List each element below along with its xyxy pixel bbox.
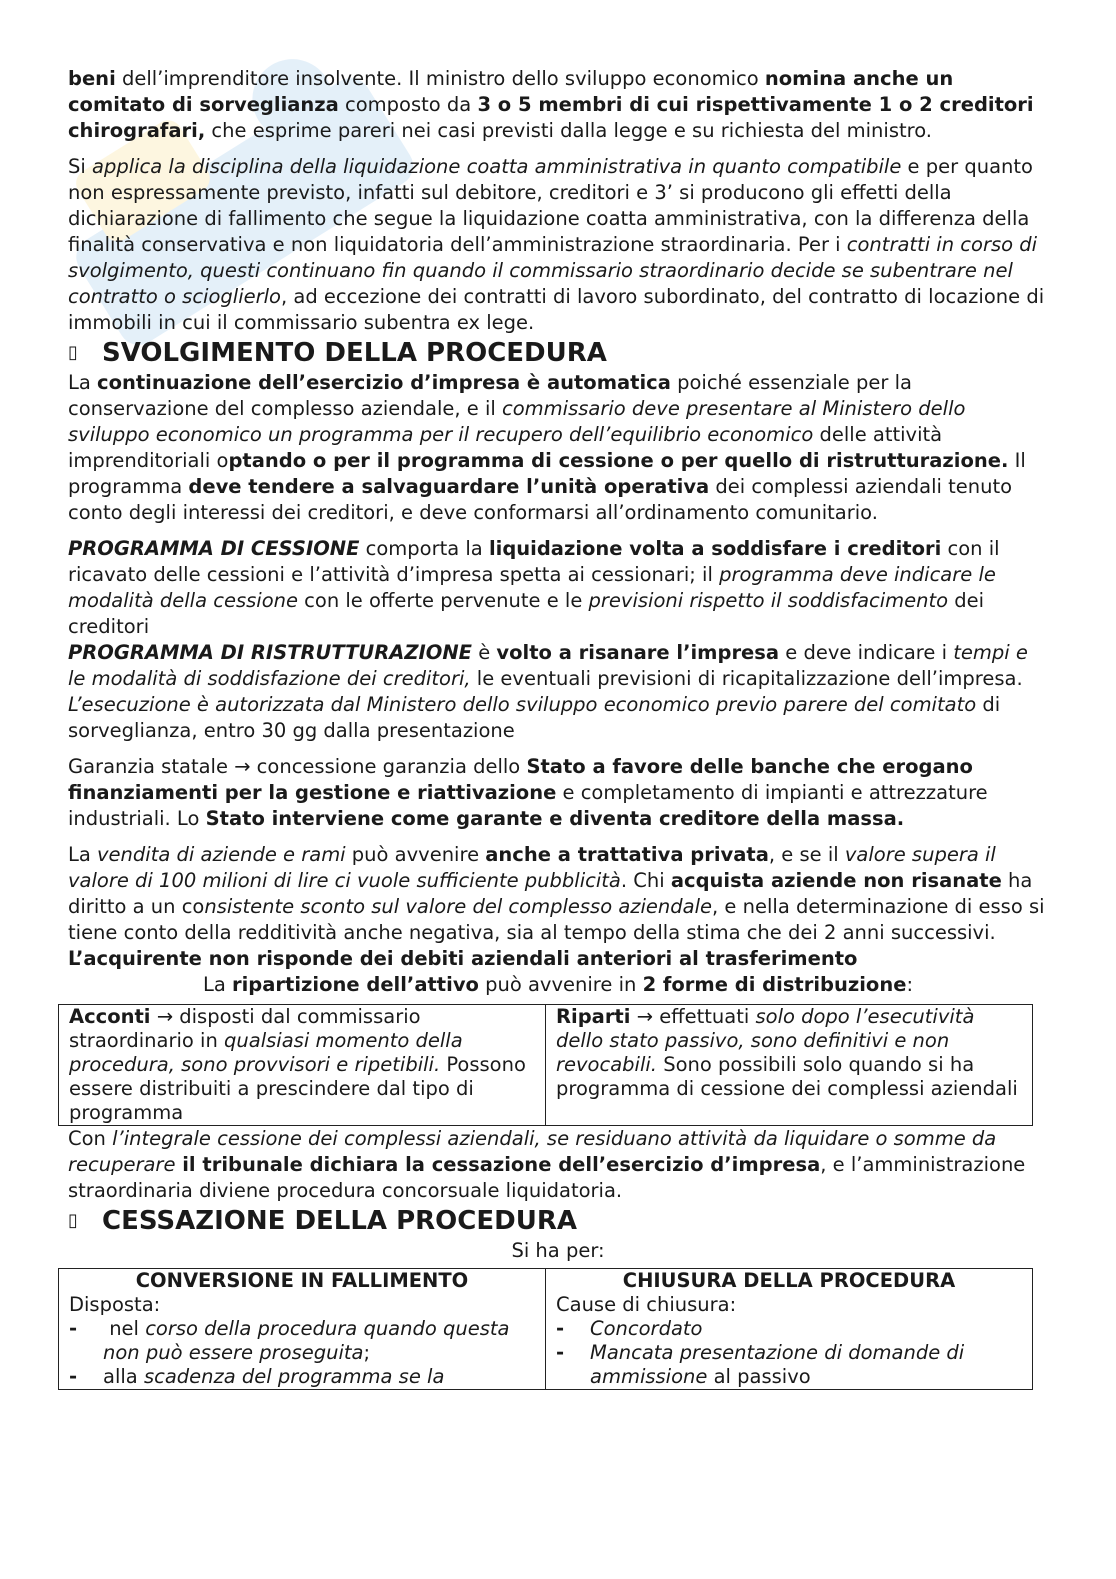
section-heading-cessazione: ▯ CESSAZIONE DELLA PROCEDURA xyxy=(68,1206,577,1236)
paragraph-garanzia-statale: Garanzia statale → concessione garanzia dello Stato a favore delle banche che erogano finanziamenti per la gestione e riattivazione e completamento di impianti e attrezzature industriali. Lo Stato interviene come garante e diventa creditore della massa. xyxy=(68,755,988,830)
document-content xyxy=(68,66,1048,1390)
cell-acconti: Acconti → disposti dal commissario straordinario in qualsiasi momento della procedura, sono provvisori e ripetibili. Possono essere distribuiti a prescindere dal tipo di programma xyxy=(59,1005,546,1126)
cessation-table xyxy=(58,1268,1033,1390)
paragraph-programma-cessione: PROGRAMMA DI CESSIONE comporta la liquidazione volta a soddisfare i creditori con il ricavato delle cessioni e l’attività d’impresa spetta ai cessionari; il programma deve indicare le modalità della cessione con le offerte pervenute e le previsioni rispetto il soddisfacimento dei creditori xyxy=(68,537,1000,638)
cell-conversione-fallimento: CONVERSIONE IN FALLIMENTO Disposta: - nel corso della procedura quando questa non può essere proseguita; - alla scadenza del programma se la xyxy=(59,1269,546,1390)
cell-chiusura-procedura: CHIUSURA DELLA PROCEDURA Cause di chiusura: - Concordato - Mancata presentazione di domande di ammissione al passivo xyxy=(546,1269,1033,1390)
paragraph-programma-ristrutturazione: PROGRAMMA DI RISTRUTTURAZIONE è volto a risanare l’impresa e deve indicare i tempi e le modalità di soddisfazione dei creditori, le eventuali previsioni di ricapitalizzazione dell’impresa. L’esecuzione è autorizzata dal Ministero dello sviluppo economico previo parere del comitato di sorveglianza, entro 30 gg dalla presentazione xyxy=(68,641,1028,742)
list-item: - nel corso della procedura quando questa non può essere proseguita; xyxy=(69,1317,510,1364)
paragraph-continuazione: La continuazione dell’esercizio d’impresa è automatica poiché essenziale per la conservazione del complesso aziendale, e il commissario deve presentare al Ministero dello sviluppo economico un programma per il recupero dell’equilibrio economico delle attività imprenditoriali optando o per il programma di cessione o per quello di ristrutturazione. Il programma deve tendere a salvaguardare l’unità operativa dei complessi aziendali tenuto conto degli interessi dei creditori, e deve conformarsi all’ordinamento comunitario. xyxy=(68,371,1026,524)
cell-riparti: Riparti → effettuati solo dopo l’esecutività dello stato passivo, sono definitivi e non revocabili. Sono possibili solo quando si ha programma di cessione dei complessi aziendali xyxy=(546,1005,1033,1126)
list-item: - Mancata presentazione di domande di ammissione al passivo xyxy=(556,1341,965,1388)
paragraph-integrale-cessione: Con l’integrale cessione dei complessi aziendali, se residuano attività da liquidare o somme da recuperare il tribunale dichiara la cessazione dell’esercizio d’impresa, e l’amministrazione straordinaria diviene procedura concorsuale liquidatoria. xyxy=(68,1127,1026,1202)
square-bullet-icon: ▯ xyxy=(68,342,78,363)
square-bullet-icon: ▯ xyxy=(68,1210,78,1231)
section-heading-svolgimento: ▯ SVOLGIMENTO DELLA PROCEDURA xyxy=(68,338,607,368)
paragraph-si-ha-per: Si ha per: xyxy=(511,1239,605,1262)
distribution-table xyxy=(58,1004,1033,1126)
paragraph-disciplina: Si applica la disciplina della liquidazione coatta amministrativa in quanto compatibile e per quanto non espressamente previsto, infatti sul debitore, creditori e 3’ si producono gli effetti della dichiarazione di fallimento che segue la liquidazione coatta amministrativa, con la differenza della finalità conservativa e non liquidatoria dell’amministrazione straordinaria. Per i contratti in corso di svolgimento, questi continuano fin quando il commissario straordinario decide se subentrare nel contratto o scioglierlo, ad eccezione dei contratti di lavoro subordinato, del contratto di locazione di immobili in cui il commissario subentra ex lege. xyxy=(68,155,1045,334)
cell-header: CONVERSIONE IN FALLIMENTO xyxy=(135,1269,469,1292)
paragraph-vendita-aziende: La vendita di aziende e rami può avvenire anche a trattativa privata, e se il valore supera il valore di 100 milioni di lire ci vuole sufficiente pubblicità. Chi acquista aziende non risanate ha diritto a un consistente sconto sul valore del complesso aziendale, e nella determinazione di esso si tiene conto della redditività anche negativa, sia al tempo della stima che dei 2 anni successivi. L’acquirente non risponde dei debiti aziendali anteriori al trasferimento xyxy=(68,843,1045,970)
list-item: - alla scadenza del programma se la xyxy=(69,1365,445,1388)
list-item: - Concordato xyxy=(556,1317,703,1340)
cell-header: CHIUSURA DELLA PROCEDURA xyxy=(622,1269,956,1292)
paragraph-ripartizione: La ripartizione dell’attivo può avvenire in 2 forme di distribuzione: xyxy=(202,973,914,996)
paragraph-comitato: beni dell’imprenditore insolvente. Il ministro dello sviluppo economico nomina anche un comitato di sorveglianza composto da 3 o 5 membri di cui rispettivamente 1 o 2 creditori chirografari, che esprime pareri nei casi previsti dalla legge e su richiesta del ministro. xyxy=(68,67,1034,142)
